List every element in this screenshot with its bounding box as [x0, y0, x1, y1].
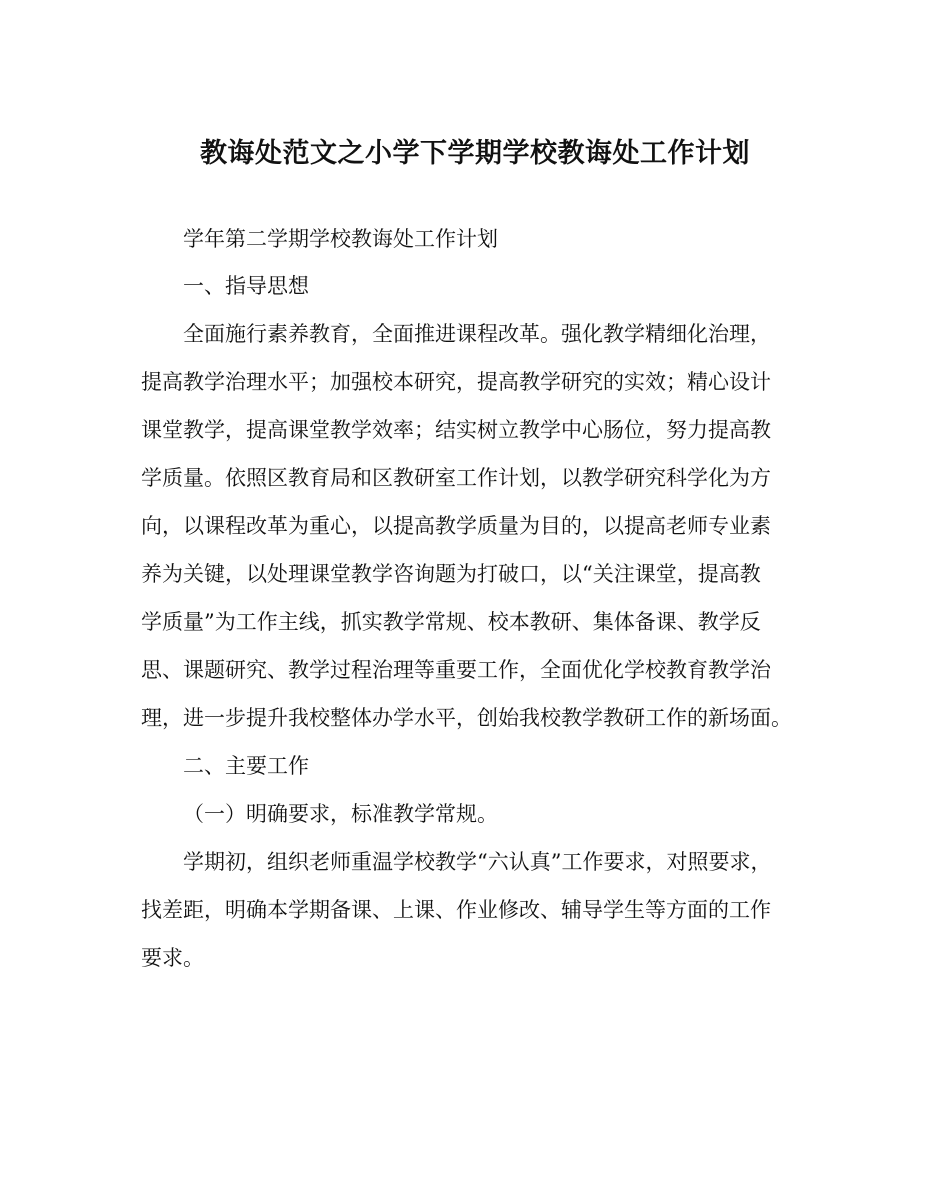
paragraph-line: 找差距，明确本学期备课、上课、作业修改、辅导学生等方面的工作 — [141, 898, 771, 922]
subsection-heading: （一）明确要求，标准教学常规。 — [183, 802, 498, 826]
paragraph-line: 课堂教学，提高课堂教学效率；结实树立教学中心肠位，努力提高教 — [141, 418, 771, 442]
paragraph-line: 要求。 — [141, 946, 204, 970]
document-title: 教诲处范文之小学下学期学校教诲处工作计划 — [200, 138, 750, 169]
paragraph-line: 向，以课程改革为重心，以提高教学质量为目的，以提高老师专业素 — [141, 514, 771, 538]
paragraph-line: 学期初，组织老师重温学校教学“六认真”工作要求，对照要求， — [183, 850, 772, 874]
paragraph-line: 思、课题研究、教学过程治理等重要工作，全面优化学校教育教学治 — [141, 658, 771, 682]
paragraph-line: 学质量”为工作主线，抓实教学常规、校本教研、集体备课、教学反 — [141, 610, 761, 634]
section-heading-main-work: 二、主要工作 — [183, 754, 309, 778]
section-heading-guiding-ideology: 一、指导思想 — [183, 274, 309, 298]
subtitle-line: 学年第二学期学校教诲处工作计划 — [183, 227, 498, 251]
paragraph-line: 提高教学治理水平；加强校本研究，提高教学研究的实效；精心设计 — [141, 370, 771, 394]
paragraph-line: 全面施行素养教育，全面推进课程改革。强化教学精细化治理， — [183, 322, 771, 346]
paragraph-line: 学质量。依照区教育局和区教研室工作计划，以教学研究科学化为方 — [141, 466, 771, 490]
paragraph-line: 理，进一步提升我校整体办学水平，创始我校教学教研工作的新场面。 — [141, 706, 792, 730]
paragraph-line: 养为关键，以处理课堂教学咨询题为打破口，以“关注课堂，提高教 — [141, 562, 761, 586]
